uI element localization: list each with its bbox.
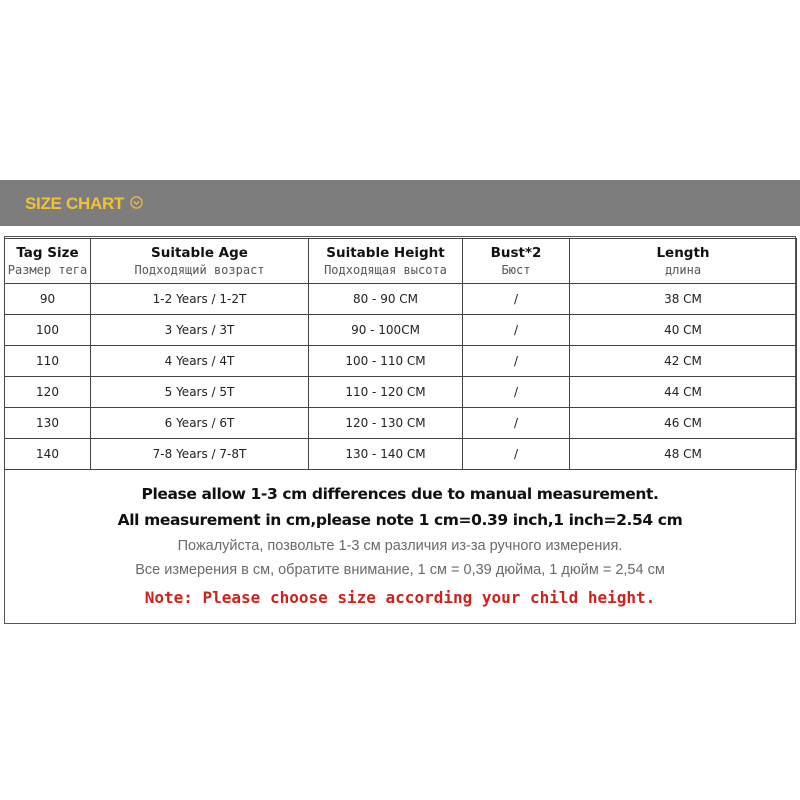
header-suitable-height: Suitable Height Подходящая высота bbox=[309, 239, 463, 284]
cell-bust: / bbox=[463, 315, 570, 346]
cell-tag: 120 bbox=[5, 377, 91, 408]
cell-height: 110 - 120 CM bbox=[309, 377, 463, 408]
size-chart-banner bbox=[0, 180, 800, 226]
size-table bbox=[4, 238, 797, 470]
cell-bust: / bbox=[463, 346, 570, 377]
cell-length: 46 CM bbox=[570, 408, 797, 439]
cell-age: 3 Years / 3T bbox=[91, 315, 309, 346]
cell-age: 1-2 Years / 1-2T bbox=[91, 284, 309, 315]
cell-bust: / bbox=[463, 284, 570, 315]
header-bust: Bust*2 Бюст bbox=[463, 239, 570, 284]
header-tag-size: Tag Size Размер тега bbox=[5, 239, 91, 284]
note-units-ru: Все измерения в см, обратите внимание, 1 см = 0,39 дюйма, 1 дюйм = 2,54 см bbox=[135, 562, 665, 578]
table-row bbox=[5, 439, 797, 470]
cell-tag: 140 bbox=[5, 439, 91, 470]
measurement-notes bbox=[4, 470, 796, 624]
table-row bbox=[5, 315, 797, 346]
cell-age: 5 Years / 5T bbox=[91, 377, 309, 408]
table-row bbox=[5, 377, 797, 408]
size-chart-title: SIZE CHART bbox=[25, 194, 125, 213]
cell-height: 100 - 110 CM bbox=[309, 346, 463, 377]
note-allowance-ru: Пожалуйста, позвольте 1-3 см различия из-за ручного измерения. bbox=[177, 538, 623, 554]
cell-age: 7-8 Years / 7-8T bbox=[91, 439, 309, 470]
cell-height: 120 - 130 CM bbox=[309, 408, 463, 439]
cell-tag: 130 bbox=[5, 408, 91, 439]
cell-length: 38 CM bbox=[570, 284, 797, 315]
cell-age: 6 Years / 6T bbox=[91, 408, 309, 439]
cell-height: 90 - 100CM bbox=[309, 315, 463, 346]
cell-tag: 110 bbox=[5, 346, 91, 377]
cell-tag: 100 bbox=[5, 315, 91, 346]
cell-tag: 90 bbox=[5, 284, 91, 315]
table-row bbox=[5, 346, 797, 377]
table-row bbox=[5, 284, 797, 315]
header-length: Length длина bbox=[570, 239, 797, 284]
cell-height: 130 - 140 CM bbox=[309, 439, 463, 470]
cell-length: 42 CM bbox=[570, 346, 797, 377]
chevron-down-circle-icon bbox=[130, 196, 143, 209]
cell-length: 40 CM bbox=[570, 315, 797, 346]
note-allowance-en: Please allow 1-3 cm differences due to manual measurement. bbox=[141, 485, 659, 503]
note-warning: Note: Please choose size according your child height. bbox=[144, 588, 656, 607]
cell-height: 80 - 90 CM bbox=[309, 284, 463, 315]
cell-length: 48 CM bbox=[570, 439, 797, 470]
cell-length: 44 CM bbox=[570, 377, 797, 408]
cell-bust: / bbox=[463, 408, 570, 439]
table-header-row bbox=[5, 239, 797, 284]
note-units-en: All measurement in cm,please note 1 cm=0.39 inch,1 inch=2.54 cm bbox=[117, 511, 683, 529]
table-row bbox=[5, 408, 797, 439]
cell-bust: / bbox=[463, 439, 570, 470]
cell-age: 4 Years / 4T bbox=[91, 346, 309, 377]
header-suitable-age: Suitable Age Подходящий возраст bbox=[91, 239, 309, 284]
cell-bust: / bbox=[463, 377, 570, 408]
